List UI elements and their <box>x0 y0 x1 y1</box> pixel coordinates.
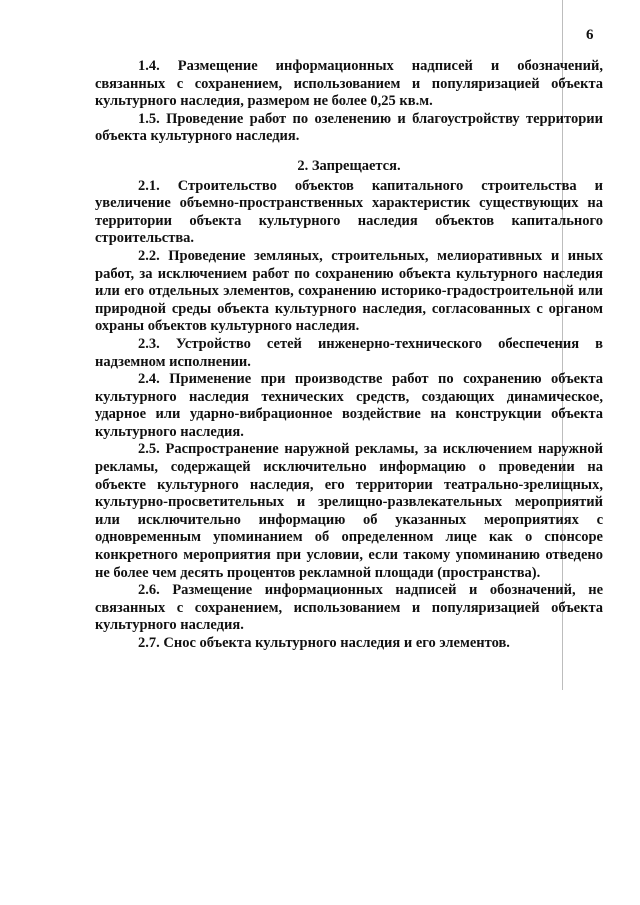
paragraph-2-4: 2.4. Применение при производстве работ по сохранению объекта культурного наследия технических средств, создающих динамическое, ударное или ударно-вибрационное воздействие на конструкции объекта культурного наследия. <box>95 371 603 440</box>
paragraph-2-6: 2.6. Размещение информационных надписей и обозначений, не связанных с сохранением, использованием и популяризацией объекта культурного наследия. <box>95 582 603 634</box>
paragraph-2-2: 2.2. Проведение земляных, строительных, мелиоративных и иных работ, за исключением работ по сохранению объекта культурного наследия или его отдельных элементов, сохранению историко-градостроительной или природной среды объекта культурного наследия, согласованных с органом охраны объектов культурного наследия. <box>95 247 603 335</box>
paragraph-2-1: 2.1. Строительство объектов капитального строительства и увеличение объемно-пространственных характеристик существующих на территории объекта культурного наследия объектов капитального строительства. <box>95 177 603 247</box>
paragraph-1-5: 1.5. Проведение работ по озеленению и благоустройству территории объекта культурного наследия. <box>95 110 603 145</box>
paragraph-1-4: 1.4. Размещение информационных надписей и обозначений, связанных с сохранением, использованием и популяризацией объекта культурного наследия, размером не более 0,25 кв.м. <box>95 58 603 110</box>
paragraph-2-5: 2.5. Распространение наружной рекламы, за исключением наружной рекламы, содержащей исключительно информацию о проведении на объекте культурного наследия, его территории театрально-зрелищных, культурно-просветительных и зрелищно-развлекательных мероприятий или исключительно информацию об указанных мероприятиях с одновременным упоминанием об определенном лице как о спонсоре конкретного мероприятия при условии, если такому упоминанию отведено не более чем десять процентов рекламной площади (пространства). <box>95 441 603 581</box>
document-body <box>95 58 603 653</box>
paragraph-2-7: 2.7. Снос объекта культурного наследия и его элементов. <box>138 635 510 651</box>
paragraph-2-3: 2.3. Устройство сетей инженерно-технического обеспечения в надземном исполнении. <box>95 335 603 370</box>
page-number: 6 <box>586 27 594 43</box>
section-2-heading: 2. Запрещается. <box>297 157 401 174</box>
